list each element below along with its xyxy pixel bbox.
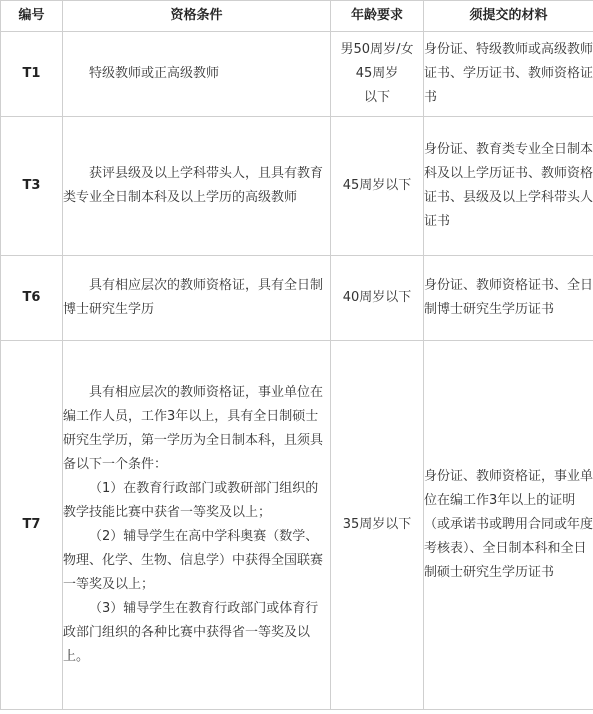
age-line: 45周岁以下 bbox=[342, 178, 412, 193]
table-row bbox=[1, 117, 593, 256]
age-line: 45周岁 bbox=[355, 66, 399, 81]
row-qualification bbox=[63, 341, 331, 710]
row-materials bbox=[424, 341, 593, 710]
row-qualification bbox=[63, 117, 331, 256]
table-row bbox=[1, 256, 593, 341]
table-row bbox=[1, 32, 593, 117]
header-age: 年龄要求 bbox=[331, 1, 424, 32]
qualification-paragraph: 特级教师或正高级教师 bbox=[89, 66, 220, 81]
materials-text: 身份证、教师资格证，事业单位在编工作3年以上的证明（或承诺书或聘用合同或年度考核表）、全日制本科和全日制硕士研究生学历证书 bbox=[424, 469, 593, 580]
row-age bbox=[331, 32, 424, 117]
row-materials bbox=[424, 256, 593, 341]
qualification-paragraph: 获评县级及以上学科带头人，且具有教育类专业全日制本科及以上学历的高级教师 bbox=[63, 166, 324, 205]
materials-text: 身份证、教育类专业全日制本科及以上学历证书、教师资格证书、县级及以上学科带头人证书 bbox=[424, 142, 593, 229]
materials-text: 身份证、教师资格证书、全日制博士研究生学历证书 bbox=[424, 278, 593, 317]
header-code: 编号 bbox=[1, 1, 63, 32]
row-qualification bbox=[63, 256, 331, 341]
age-line: 40周岁以下 bbox=[342, 290, 412, 305]
qualification-paragraph: 具有相应层次的教师资格证，具有全日制博士研究生学历 bbox=[63, 278, 324, 317]
age-line: 以下 bbox=[363, 90, 390, 105]
age-line: 35周岁以下 bbox=[342, 517, 412, 532]
row-materials bbox=[424, 117, 593, 256]
row-age bbox=[331, 341, 424, 710]
header-qualification: 资格条件 bbox=[63, 1, 331, 32]
header-materials: 须提交的材料 bbox=[424, 1, 593, 32]
row-code: T1 bbox=[1, 32, 63, 117]
row-qualification bbox=[63, 32, 331, 117]
row-code: T6 bbox=[1, 256, 63, 341]
table-header-row bbox=[1, 1, 593, 32]
table-row bbox=[1, 341, 593, 710]
row-code: T7 bbox=[1, 341, 63, 710]
age-line: 男50周岁/女 bbox=[340, 42, 414, 57]
qualification-condition-2: （2）辅导学生在高中学科奥赛（数学、物理、化学、生物、信息学）中获得全国联赛一等奖及以上； bbox=[63, 529, 324, 592]
row-materials bbox=[424, 32, 593, 117]
qualification-condition-3: （3）辅导学生在教育行政部门或体育行政部门组织的各种比赛中获得省一等奖及以上。 bbox=[63, 601, 319, 664]
row-age bbox=[331, 117, 424, 256]
qualification-condition-1: （1）在教育行政部门或教研部门组织的教学技能比赛中获省一等奖及以上； bbox=[63, 481, 319, 520]
row-code: T3 bbox=[1, 117, 63, 256]
materials-text: 身份证、特级教师或高级教师证书、学历证书、教师资格证书 bbox=[424, 42, 593, 105]
row-age bbox=[331, 256, 424, 341]
qualification-paragraph: 具有相应层次的教师资格证，事业单位在编工作人员，工作3年以上，具有全日制硕士研究生学历，第一学历为全日制本科，且须具备以下一个条件： bbox=[63, 385, 324, 472]
